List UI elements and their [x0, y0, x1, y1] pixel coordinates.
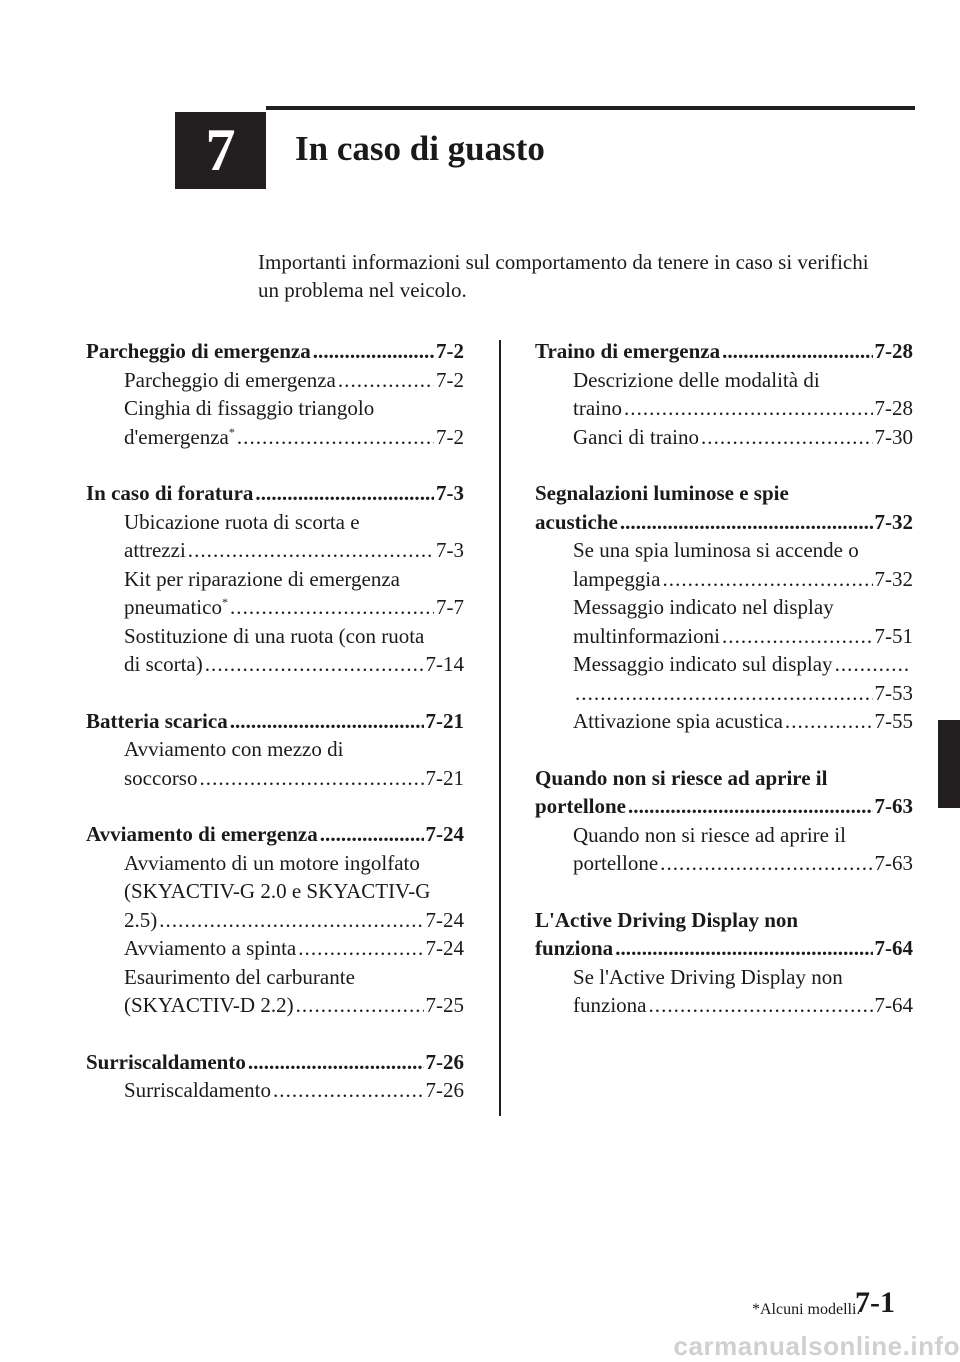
toc-entry-line: Messaggio indicato nel display: [573, 595, 834, 619]
toc-leader: [313, 337, 434, 366]
toc-leader: [298, 934, 423, 963]
toc-leader: [660, 849, 872, 878]
toc-page-ref: 7-63: [874, 794, 913, 818]
toc-entry-row[interactable]: [86, 1076, 464, 1105]
toc-entry-line: Avviamento di un motore ingolfato: [124, 850, 420, 875]
toc-entry-line: (SKYACTIV-G 2.0 e SKYACTIV-G: [124, 879, 431, 903]
toc-page-ref: 7-7: [436, 595, 464, 619]
toc-leader: [199, 764, 423, 793]
toc-leader: [296, 991, 424, 1020]
toc-entry-row[interactable]: [86, 593, 464, 622]
toc-page-ref: 7-24: [425, 907, 464, 932]
toc-page-ref: 7-2: [436, 367, 464, 392]
chapter-title: In caso di guasto: [295, 129, 545, 168]
toc-page-ref: 7-3: [436, 481, 464, 505]
toc-page-ref: 7-64: [874, 993, 913, 1017]
toc-leader: [338, 366, 434, 395]
toc-leader: [575, 679, 873, 708]
toc-entry-row[interactable]: [535, 849, 913, 878]
toc-page-ref: 7-3: [436, 538, 464, 562]
toc-entry-line: Se l'Active Driving Display non: [573, 964, 843, 989]
toc-page-ref: 7-53: [874, 680, 913, 705]
toc-entry-title: Parcheggio di emergenza: [124, 367, 336, 392]
toc-entry-title: Attivazione spia acustica: [573, 709, 783, 733]
toc-entry-row[interactable]: [535, 394, 913, 423]
toc-entry-line: Avviamento con mezzo di: [124, 737, 344, 761]
toc-leader: [722, 622, 873, 651]
toc-entry-title: pneumatico*: [124, 595, 228, 619]
toc-leader: [230, 707, 424, 736]
toc-page-ref: 7-63: [874, 851, 913, 875]
chapter-intro: Importanti informazioni sul comportamento da tenere in caso si verifichi un problema nel veicolo.: [258, 250, 869, 302]
toc-section: [535, 764, 913, 878]
title-rule: [266, 106, 915, 110]
toc-entry-row[interactable]: [86, 1048, 464, 1077]
toc-leader: [159, 906, 423, 935]
watermark-logo: [565, 1330, 960, 1362]
toc-entry-line: Se una spia luminosa si accende o: [573, 538, 859, 562]
footnote: *Alcuni modelli.: [752, 1301, 861, 1318]
toc-entry-row[interactable]: [86, 337, 464, 366]
chapter-thumb-tab: [938, 720, 960, 808]
toc-entry-row[interactable]: [535, 337, 913, 366]
toc-leader: [835, 650, 911, 679]
toc-entry-row[interactable]: [535, 792, 913, 821]
toc-section: [535, 906, 913, 1020]
toc-entry-row[interactable]: [535, 622, 913, 651]
toc-section: [86, 479, 464, 679]
toc-entry-title: Surriscaldamento: [124, 1078, 271, 1102]
toc-entry-line: Cinghia di fissaggio triangolo: [124, 396, 375, 420]
toc-entry-title: lampeggia: [573, 566, 661, 591]
toc-leader: [620, 508, 873, 537]
column-divider: [499, 340, 501, 1116]
toc-entry-row[interactable]: [535, 423, 913, 452]
toc-entry-title: di scorta): [124, 652, 203, 676]
toc-entry-line: Ubicazione ruota di scorta e: [124, 509, 360, 534]
toc-entry-row[interactable]: [86, 906, 464, 935]
toc-entry-line: Quando non si riesce ad aprire il: [573, 822, 846, 847]
toc-entry-line: Kit per riparazione di emergenza: [124, 566, 400, 591]
toc-entry-row[interactable]: [86, 366, 464, 395]
page-number: 7-1: [855, 1286, 895, 1319]
toc-entry-row: [535, 650, 913, 679]
toc-entry-line: Segnalazioni luminose e spie: [535, 481, 789, 505]
toc-entry-row[interactable]: [86, 934, 464, 963]
toc-leader: [785, 707, 873, 736]
toc-entry-row[interactable]: [86, 820, 464, 849]
toc-entry-title: Batteria scarica: [86, 708, 228, 733]
toc-page-ref: 7-26: [425, 1049, 464, 1074]
toc-entry-row[interactable]: [535, 934, 913, 963]
toc-entry-row[interactable]: [86, 423, 464, 452]
toc-entry-title: Traino di emergenza: [535, 339, 721, 363]
toc-leader: [188, 536, 434, 565]
toc-entry-title: traino: [573, 396, 622, 420]
toc-leader: [273, 1076, 424, 1105]
toc-section: [86, 820, 464, 1020]
toc-page-ref: 7-28: [874, 396, 913, 420]
toc-entry-title: soccorso: [124, 765, 198, 790]
toc-entry-title: (SKYACTIV-D 2.2): [124, 993, 294, 1017]
watermark-text: carmanualsonline.info: [673, 1331, 960, 1361]
toc-leader: [628, 792, 873, 821]
toc-leader: [248, 1048, 424, 1077]
toc-page-ref: 7-2: [436, 339, 464, 363]
toc-entry-title: 2.5): [124, 907, 158, 932]
toc-entry-title: attrezzi: [124, 538, 186, 562]
toc-entry-title: Ganci di traino: [573, 424, 699, 449]
toc-entry-row[interactable]: [86, 991, 464, 1020]
toc-page-ref: 7-55: [874, 709, 913, 733]
toc-entry-row[interactable]: [535, 707, 913, 736]
toc-entry-row[interactable]: [86, 536, 464, 565]
toc-entry-title: Avviamento di emergenza: [86, 822, 318, 846]
toc-leader: [320, 820, 424, 849]
toc-page-ref: 7-64: [874, 936, 913, 960]
toc-leader: [205, 650, 424, 679]
toc-leader: [230, 593, 434, 622]
toc-page-ref: 7-26: [425, 1078, 464, 1102]
toc-entry-title: Surriscaldamento: [86, 1049, 246, 1074]
toc-entry-title: funziona: [535, 936, 614, 960]
toc-leader: [615, 934, 872, 963]
toc-page-ref: 7-30: [874, 424, 913, 449]
toc-page-ref: 7-14: [425, 652, 464, 676]
footnote-marker: *: [228, 424, 235, 439]
toc-entry-title: Avviamento a spinta: [124, 936, 297, 960]
toc-entry-line: Quando non si riesce ad aprire il: [535, 765, 828, 790]
toc-left-column: [86, 337, 464, 1133]
toc-entry-title: portellone: [573, 851, 659, 875]
toc-right-column: [535, 337, 913, 1048]
toc-leader: [237, 423, 434, 452]
toc-entry-title: Parcheggio di emergenza: [86, 339, 311, 363]
toc-leader: [701, 423, 873, 452]
toc-page-ref: 7-21: [425, 708, 464, 733]
toc-leader: [722, 337, 872, 366]
toc-entry-row[interactable]: [86, 707, 464, 736]
toc-page-ref: 7-28: [874, 339, 913, 363]
toc-entry-row[interactable]: [86, 764, 464, 793]
toc-entry-line: Esaurimento del carburante: [124, 964, 355, 989]
toc-entry-line: Descrizione delle modalità di: [573, 367, 820, 392]
toc-section: [86, 1048, 464, 1105]
toc-page-ref: 7-21: [425, 765, 464, 790]
toc-entry-row[interactable]: [535, 679, 913, 708]
toc-entry-title: Messaggio indicato sul display: [573, 652, 833, 676]
toc-entry-row[interactable]: [86, 479, 464, 508]
toc-leader: [662, 565, 872, 594]
toc-entry-line: Sostituzione di una ruota (con ruota: [124, 623, 425, 648]
toc-page-ref: 7-2: [436, 424, 464, 449]
toc-entry-row[interactable]: [535, 991, 913, 1020]
toc-entry-title: funziona: [573, 993, 647, 1017]
toc-entry-title: portellone: [535, 794, 626, 818]
toc-leader: [255, 479, 434, 508]
toc-leader: [624, 394, 873, 423]
toc-page-ref: 7-32: [874, 509, 913, 534]
toc-entry-title: multinformazioni: [573, 623, 720, 648]
toc-entry-row[interactable]: [86, 650, 464, 679]
toc-page-ref: 7-51: [874, 623, 913, 648]
toc-leader: [648, 991, 872, 1020]
toc-entry-line: L'Active Driving Display non: [535, 907, 799, 932]
footnote-marker: *: [221, 595, 228, 609]
toc-section: [535, 479, 913, 736]
toc-page-ref: 7-32: [874, 566, 913, 591]
toc-page-ref: 7-24: [425, 822, 464, 846]
toc-entry-title: In caso di foratura: [86, 481, 254, 505]
chapter-number-box: [175, 112, 266, 189]
toc-page-ref: 7-25: [425, 993, 464, 1017]
toc-section: [535, 337, 913, 451]
toc-entry-row[interactable]: [535, 565, 913, 594]
toc-page-ref: 7-24: [425, 936, 464, 960]
toc-section: [86, 337, 464, 451]
toc-entry-title: acustiche: [535, 509, 618, 534]
chapter-number: 7: [205, 117, 236, 183]
toc-entry-title: d'emergenza*: [124, 424, 235, 449]
toc-section: [86, 707, 464, 793]
toc-entry-row[interactable]: [535, 508, 913, 537]
